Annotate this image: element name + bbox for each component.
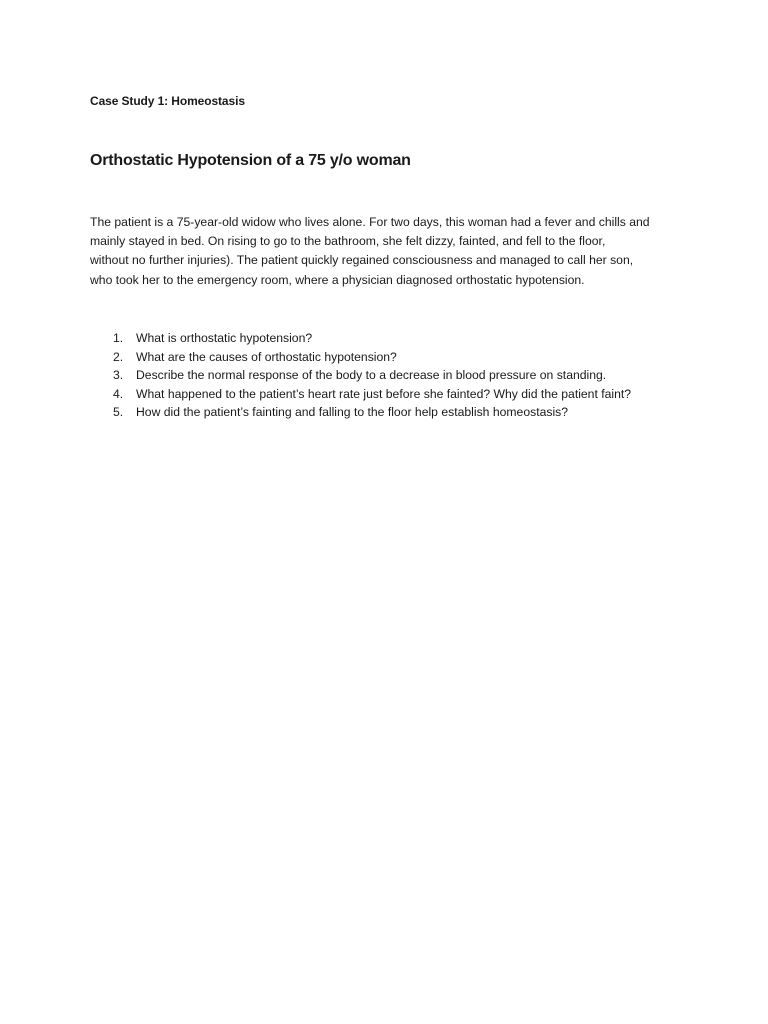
paragraph-line: who took her to the emergency room, where a physician diagnosed orthostatic hypotension.	[90, 272, 585, 287]
question-text: How did the patient’s fainting and falling to the floor help establish homeostasis?	[136, 405, 569, 420]
question-number: 5.	[113, 405, 124, 420]
question-number: 3.	[113, 368, 124, 383]
question-number: 1.	[113, 331, 124, 345]
list-item	[90, 366, 690, 385]
paragraph-line: mainly stayed in bed. On rising to go to the bathroom, she felt dizzy, fainted, and fell to the floor,	[90, 234, 606, 249]
question-text: What is orthostatic hypotension?	[136, 331, 313, 345]
list-item	[90, 329, 690, 348]
question-text: Describe the normal response of the body to a decrease in blood pressure on standing.	[136, 368, 607, 383]
case-study-label: Case Study 1: Homeostasis	[90, 94, 245, 108]
paragraph-line: The patient is a 75-year-old widow who lives alone. For two days, this woman had a fever and chills and	[90, 215, 650, 229]
question-text: What happened to the patient’s heart rate just before she fainted? Why did the patient faint?	[136, 386, 632, 401]
question-number: 2.	[113, 349, 124, 364]
list-item	[90, 403, 690, 422]
case-paragraph	[90, 213, 686, 290]
list-item	[90, 348, 690, 367]
question-number: 4.	[113, 386, 124, 401]
paragraph-line: without no further injuries). The patient quickly regained consciousness and managed to call her son,	[90, 253, 634, 268]
list-item	[90, 385, 690, 404]
question-text: What are the causes of orthostatic hypotension?	[136, 349, 397, 364]
document-title: Orthostatic Hypotension of a 75 y/o woman	[90, 152, 411, 169]
question-list	[90, 329, 690, 422]
